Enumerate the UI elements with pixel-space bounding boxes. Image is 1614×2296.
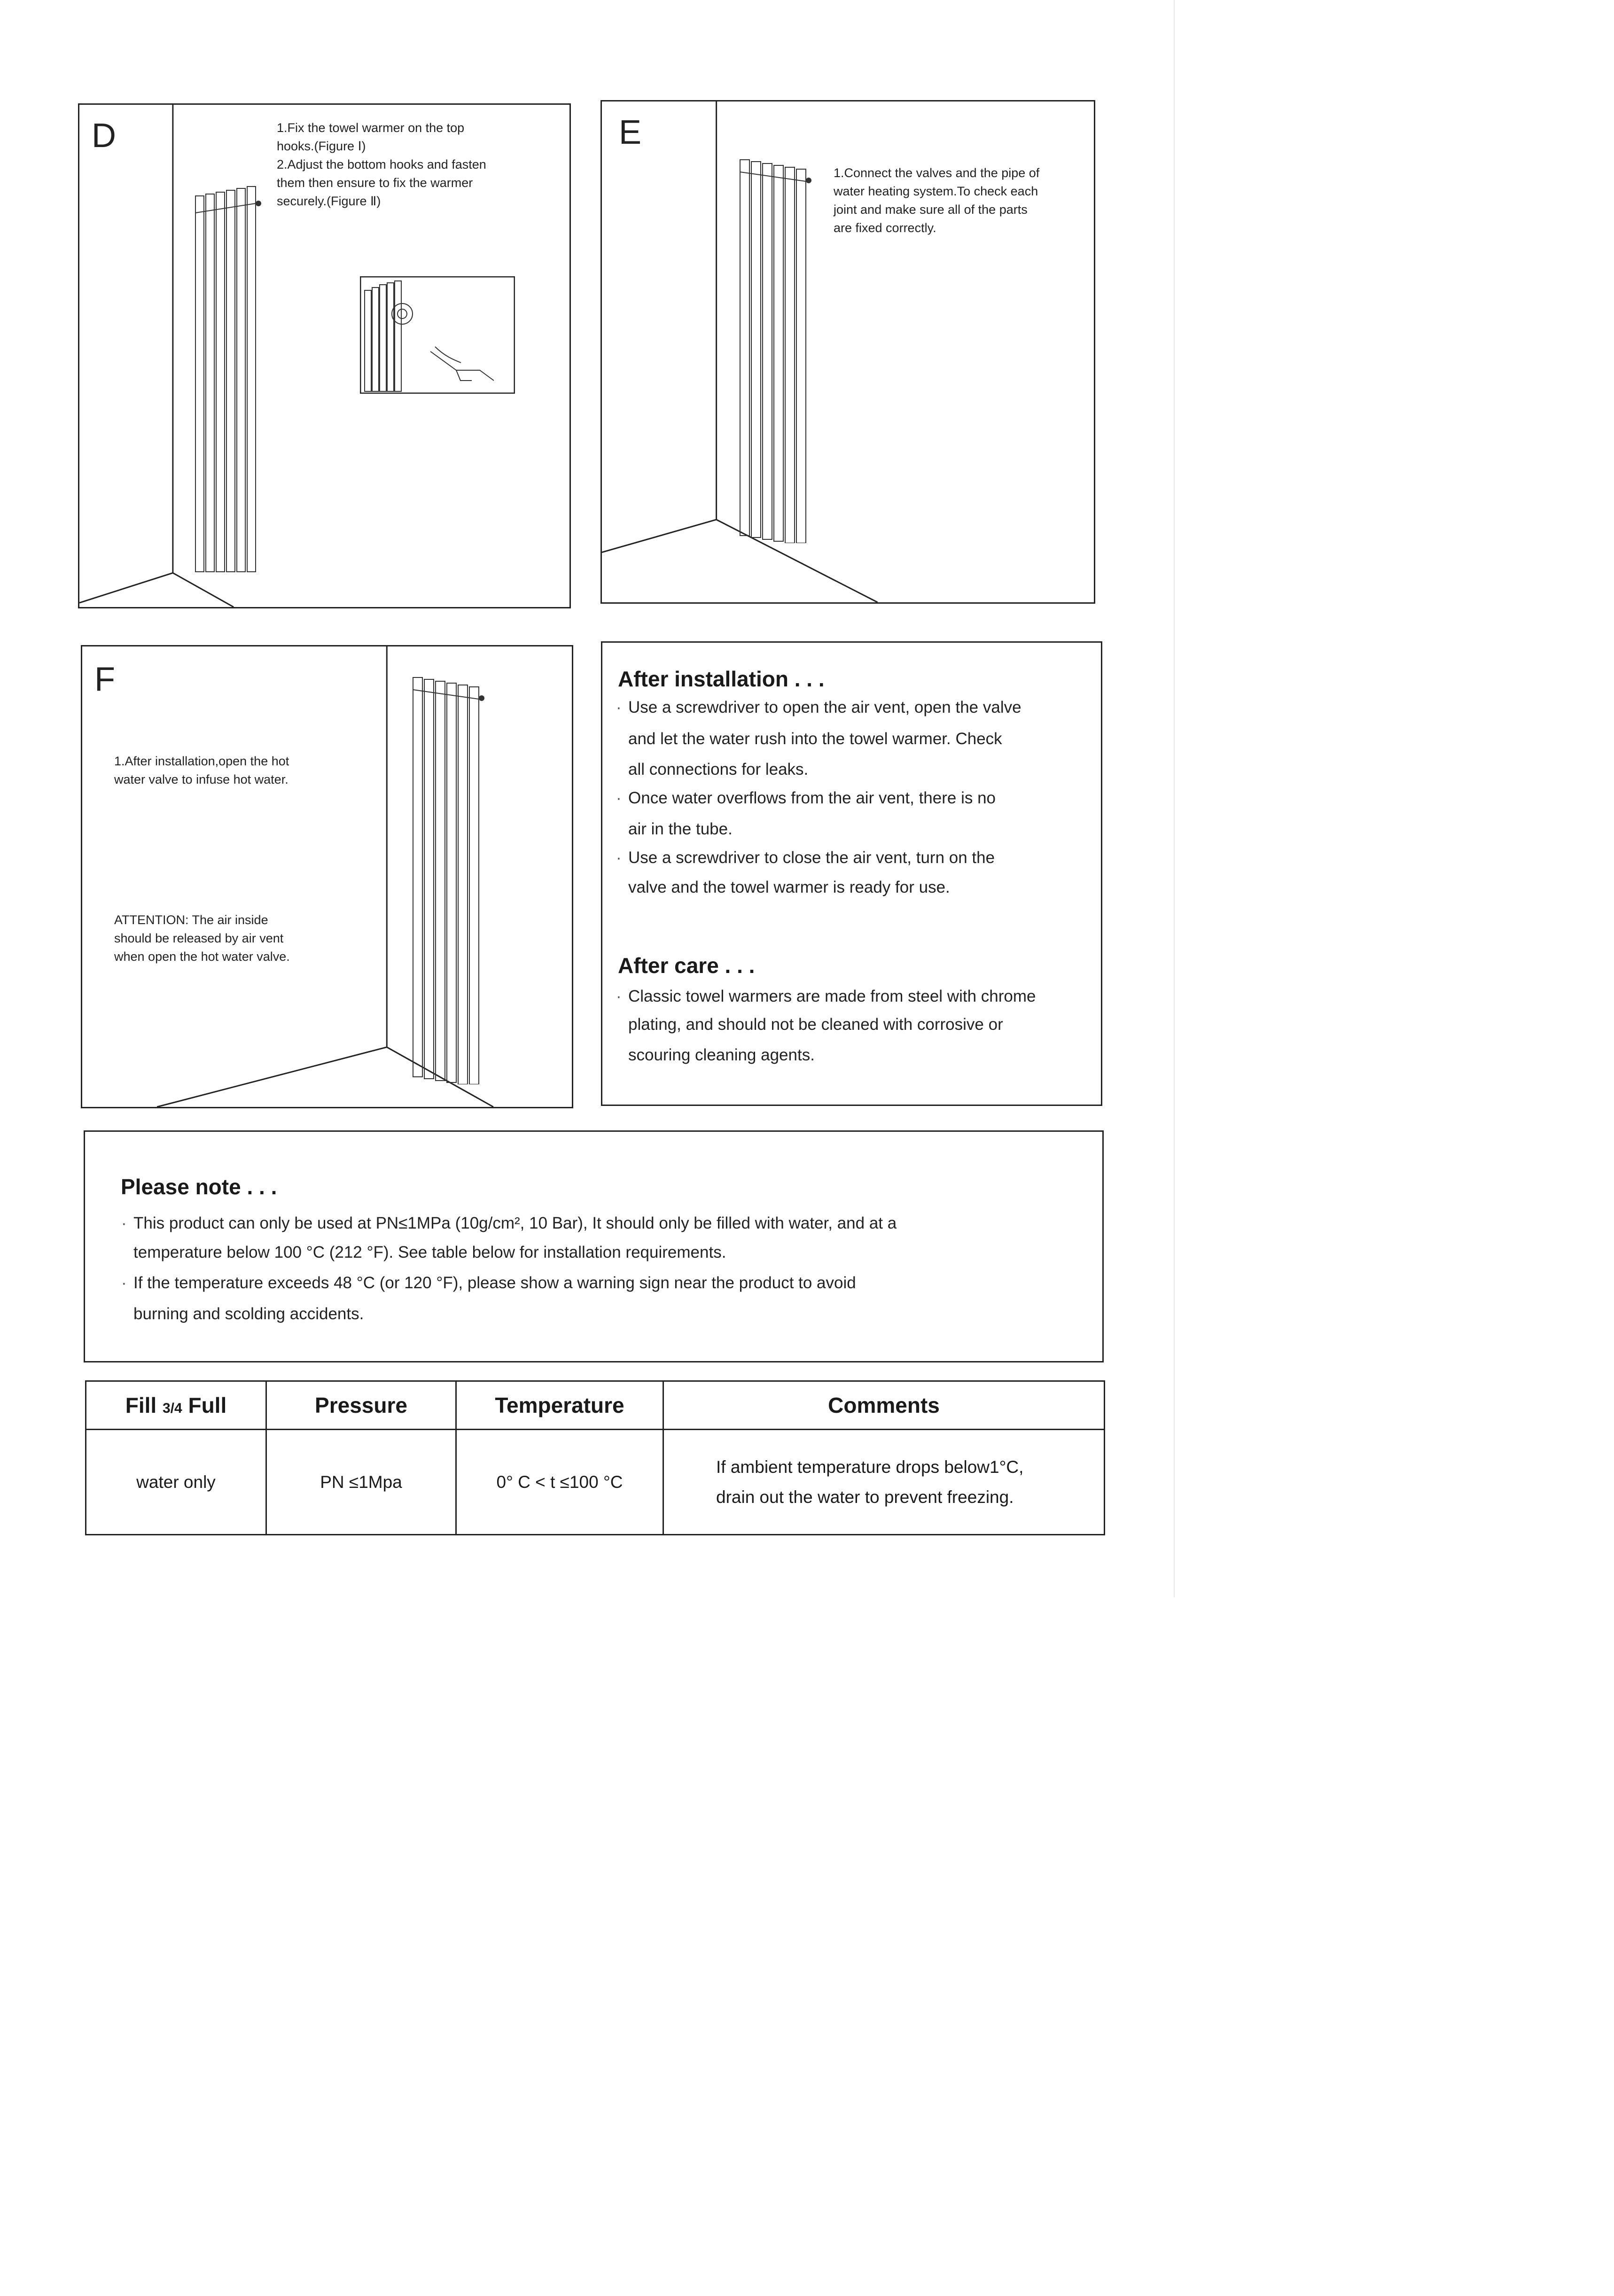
text-line: temperature below 100 °C (212 °F). See table below for installation requirements. xyxy=(133,1243,726,1261)
text-line: all connections for leaks. xyxy=(628,760,809,778)
text-line: plating, and should not be cleaned with corrosive or xyxy=(628,1015,1003,1034)
text-line: burning and scolding accidents. xyxy=(133,1305,364,1323)
cell-fill: water only xyxy=(86,1430,266,1535)
after-care-title: After care . . . xyxy=(618,953,755,978)
panel-letter: D xyxy=(92,117,116,155)
text-line: air in the tube. xyxy=(628,820,733,838)
panel-f-steps xyxy=(114,752,289,789)
figure-ii-inset xyxy=(360,276,515,394)
panel-d-steps xyxy=(277,119,486,210)
attention-line: when open the hot water valve. xyxy=(114,950,290,964)
towel-warmer-drawing xyxy=(411,676,486,1084)
cell-pressure: PN ≤1Mpa xyxy=(266,1430,456,1535)
text-line: · Classic towel warmers are made from steel with chrome xyxy=(616,987,1036,1005)
text-line: and let the water rush into the towel warmer. Check xyxy=(628,730,1002,748)
header-fill: Fill 3/4 Full xyxy=(86,1381,266,1430)
panel-e xyxy=(600,100,1095,604)
wall-corner-illustration xyxy=(82,646,572,1107)
text-line: · This product can only be used at PN≤1MPa (10g/cm², 10 Bar), It should only be filled with water, and at a xyxy=(121,1214,897,1232)
text-line: · Once water overflows from the air vent, there is no xyxy=(616,789,996,807)
panel-letter: E xyxy=(619,114,642,151)
attention-line: ATTENTION: The air inside xyxy=(114,913,268,927)
attention-note xyxy=(114,911,290,966)
step-line: 1.Fix the towel warmer on the top xyxy=(277,121,465,135)
panel-letter: F xyxy=(94,661,115,698)
step-line: hooks.(Figure Ⅰ) xyxy=(277,139,366,153)
panel-f xyxy=(81,645,573,1108)
step-line: water heating system.To check each xyxy=(834,184,1038,198)
cell-temperature: 0° C < t ≤100 °C xyxy=(456,1430,663,1535)
comment-line: If ambient temperature drops below1°C, xyxy=(716,1457,1024,1477)
step-line: joint and make sure all of the parts xyxy=(834,202,1028,217)
step-line: them then ensure to fix the warmer xyxy=(277,176,473,190)
step-line: water valve to infuse hot water. xyxy=(114,772,288,786)
please-note-panel xyxy=(84,1130,1104,1362)
text-line: · Use a screwdriver to close the air vent, turn on the xyxy=(616,848,995,867)
step-line: 2.Adjust the bottom hooks and fasten xyxy=(277,157,486,171)
spec-table-header xyxy=(86,1381,1105,1430)
cell-comments xyxy=(663,1430,1105,1535)
step-line: 1.After installation,open the hot xyxy=(114,754,289,768)
text-line: · If the temperature exceeds 48 °C (or 120 °F), please show a warning sign near the product to avoid xyxy=(121,1274,856,1292)
step-line: 1.Connect the valves and the pipe of xyxy=(834,166,1040,180)
text-line: scouring cleaning agents. xyxy=(628,1046,815,1064)
text-line: · Use a screwdriver to open the air vent, open the valve xyxy=(616,698,1021,716)
table-row xyxy=(86,1430,1105,1535)
spec-table xyxy=(85,1380,1105,1535)
header-temperature: Temperature xyxy=(456,1381,663,1430)
header-pressure: Pressure xyxy=(266,1381,456,1430)
after-installation-title: After installation . . . xyxy=(618,667,825,691)
attention-line: should be released by air vent xyxy=(114,931,284,945)
text-line: valve and the towel warmer is ready for use. xyxy=(628,878,950,896)
towel-warmer-drawing xyxy=(194,185,264,575)
after-installation-panel xyxy=(601,641,1102,1106)
step-line: are fixed correctly. xyxy=(834,221,936,235)
towel-warmer-drawing xyxy=(738,158,813,543)
panel-d xyxy=(78,103,571,608)
header-comments: Comments xyxy=(663,1381,1105,1430)
panel-e-steps xyxy=(834,164,1039,237)
please-note-title: Please note . . . xyxy=(121,1175,277,1199)
scan-edge xyxy=(1174,0,1175,1597)
step-line: securely.(Figure Ⅱ) xyxy=(277,194,381,208)
comment-line: drain out the water to prevent freezing. xyxy=(716,1487,1014,1507)
